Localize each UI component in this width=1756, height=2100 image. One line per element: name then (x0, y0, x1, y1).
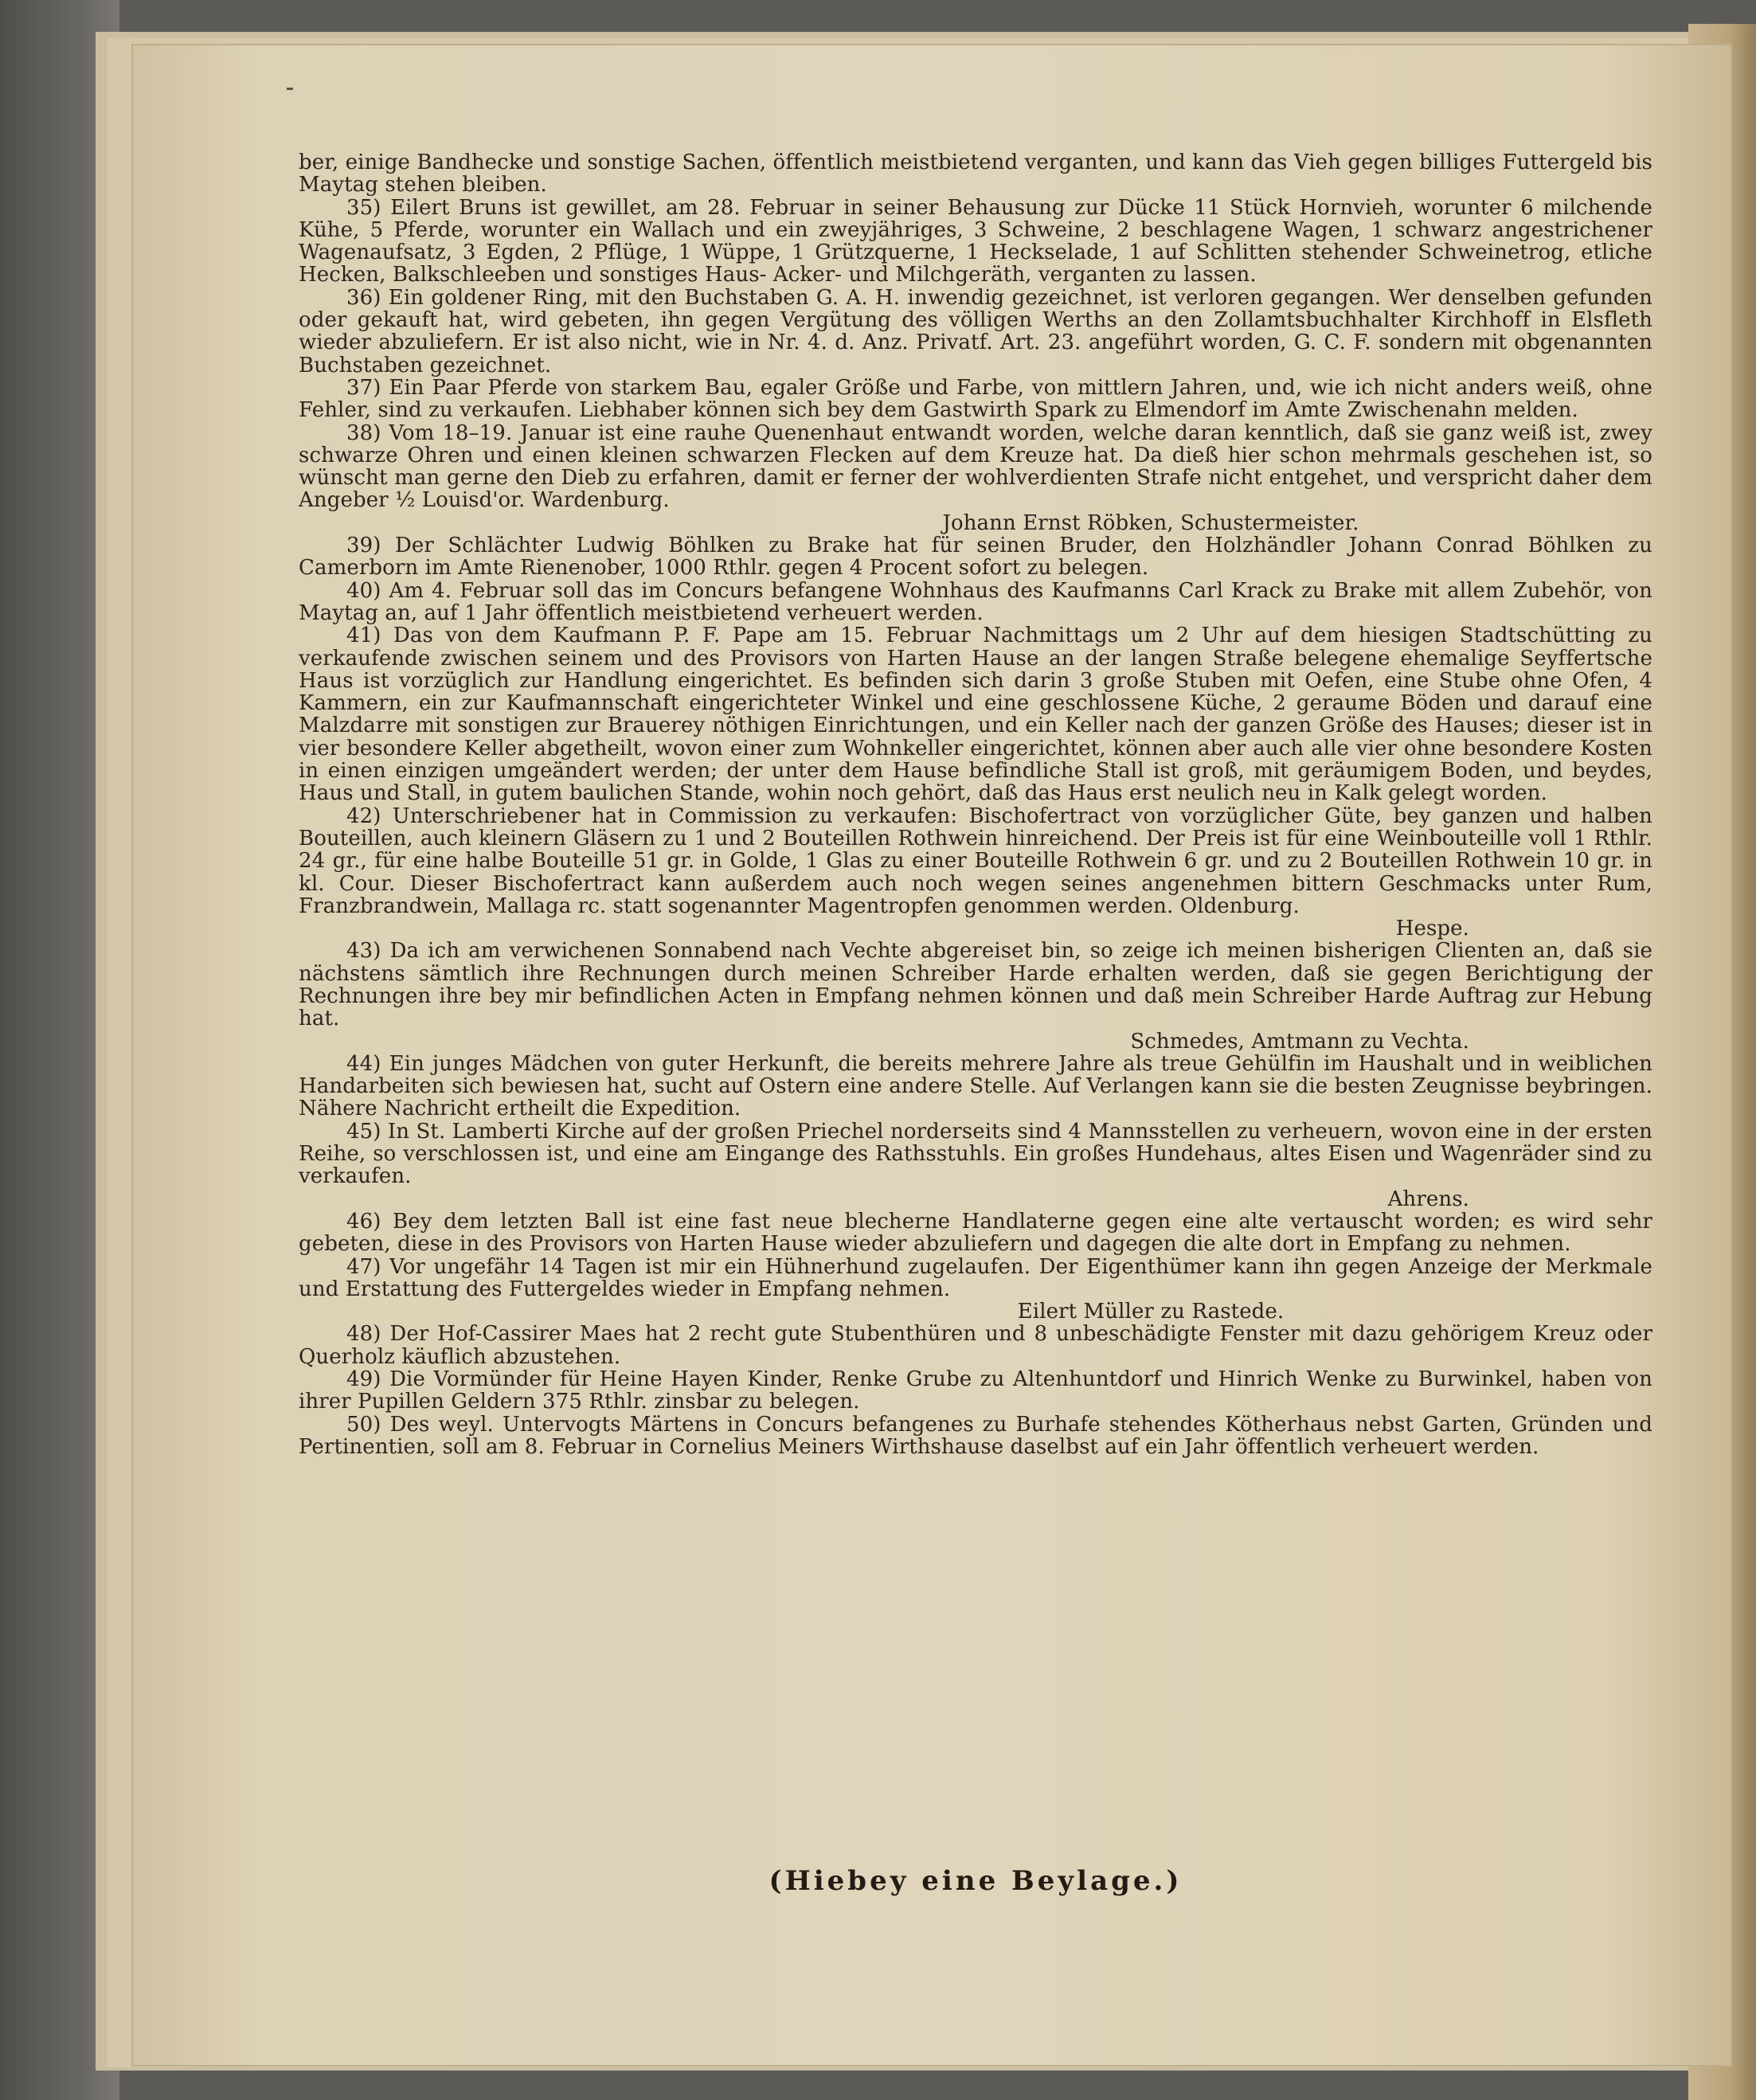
notice-40: 40) Am 4. Februar soll das im Concurs befangene Wohnhaus des Kaufmanns Carl Krack zu Brake mit allem Zubehör, von Maytag an, auf 1 Jahr öffentlich meistbietend verheuert werden. (299, 578, 1652, 625)
notices-column (299, 151, 1652, 1863)
pencil-mark (287, 88, 293, 90)
notice-50: 50) Des weyl. Untervogts Märtens in Concurs befangenes zu Burhafe stehendes Kötherhaus nebst Garten, Gründen und Pertinentien, soll am 8. Februar in Cornelius Meiners Wirthshause daselbst auf ein Jahr öffentlich verheuert werden. (299, 1412, 1652, 1459)
notice-44: 44) Ein junges Mädchen von guter Herkunft, die bereits mehrere Jahre als treue Gehülfin im Haushalt und in weiblichen Handarbeiten sich bewiesen hat, sucht auf Ostern eine andere Stelle. Auf Verlangen kann sie die besten Zeugnisse beybringen. Nähere Nachricht ertheilt die Expedition. (299, 1051, 1652, 1121)
notice-47: 47) Vor ungefähr 14 Tagen ist mir ein Hühnerhund zugelaufen. Der Eigenthümer kann ihn gegen Anzeige der Merkmale und Erstattung des Futtergeldes wieder in Empfang nehmen. (299, 1254, 1652, 1301)
notice-36: 36) Ein goldener Ring, mit den Buchstaben G. A. H. inwendig gezeichnet, ist verloren gegangen. Wer denselben gefunden oder gekauft hat, wird gebeten, ihn gegen Vergütung des völligen Werths an den Zollamtsbuchhalter Kirchhoff in Elsfleth wieder abzuliefern. Er ist also nicht, wie in Nr. 4. d. Anz. Privatf. Art. 23. angeführt worden, G. C. F. sondern mit obgenannten Buchstaben gezeichnet. (299, 285, 1652, 377)
notice-49: 49) Die Vormünder für Heine Hayen Kinder, Renke Grube zu Altenhuntdorf und Hinrich Wenke zu Burwinkel, haben von ihrer Pupillen Geldern 375 Rthlr. zinsbar zu belegen. (299, 1367, 1652, 1414)
notice-47-signature: Eilert Müller zu Rastede. (1017, 1300, 1285, 1324)
notice-38: 38) Vom 18–19. Januar ist eine rauhe Quenenhaut entwandt worden, welche daran kenntlich, daß sie ganz weiß ist, zwey schwarze Ohren und einen kleinen schwarzen Flecken auf dem Kreuze hat. Da dieß hier schon mehrmals geschehen ist, so wünscht man gerne den Dieb zu erfahren, damit er ferner der wohlverdienten Strafe nicht entgehet, und verspricht daher dem Angeber ½ Louisd'or. Wardenburg. (299, 420, 1652, 513)
notice-45: 45) In St. Lamberti Kirche auf der großen Priechel norderseits sind 4 Mannsstellen zu verheuern, wovon eine in der ersten Reihe, so verschlossen ist, und eine am Eingange des Rathsstuhls. Ein großes Hundehaus, altes Eisen und Wagenräder sind zu verkaufen. (299, 1119, 1652, 1189)
notice-38-signature: Johann Ernst Röbken, Schustermeister. (942, 510, 1359, 535)
notice-42-signature: Hespe. (1395, 917, 1469, 941)
notice-37: 37) Ein Paar Pferde von starkem Bau, egaler Größe und Farbe, von mittlern Jahren, und, wie ich nicht anders weiß, ohne Fehler, sind zu verkaufen. Liebhaber können sich bey dem Gastwirth Spark zu Elmendorf im Amte Zwischenahn melden. (299, 375, 1652, 423)
supplement-note: (Hiebey eine Beylage.) (768, 1865, 1183, 1897)
notice-34-continued: ber, einige Bandhecke und sonstige Sachen, öffentlich meistbietend verganten, und kann das Vieh gegen billiges Futtergeld bis Maytag stehen bleiben. (299, 151, 1652, 197)
notice-43: 43) Da ich am verwichenen Sonnabend nach Vechte abgereiset bin, so zeige ich meinen bisherigen Clienten an, daß sie nächstens sämtlich ihre Rechnungen durch meinen Schreiber Harde erhalten werden, daß sie gegen Berichtigung der Rechnungen ihre bey mir befindlichen Acten in Empfang nehmen können und daß mein Schreiber Harde Auftrag zur Hebung hat. (299, 939, 1652, 1031)
notice-41: 41) Das von dem Kaufmann P. F. Pape am 15. Februar Nachmittags um 2 Uhr auf dem hiesigen Stadtschütting zu verkaufende zwischen seinem und des Provisors von Harten Hause an der langen Straße belegene ehemalige Seyffertsche Haus ist vorzüglich zur Handlung eingerichtet. Es befinden sich darin 3 große Stuben mit Oefen, eine Stube ohne Ofen, 4 Kammern, ein zur Kaufmannschaft eingerichteter Winkel und eine geschlossene Küche, 2 geraume Böden und darauf eine Malzdarre mit sonstigen zur Brauerey nöthigen Einrichtungen, und ein Keller nach der ganzen Größe des Hauses; dieser ist in vier besondere Keller abgetheilt, wovon einer zum Wohnkeller eingerichtet, können aber auch alle vier ohne besondere Kosten in einen einzigen umgeändert werden; der unter dem Hause befindliche Stall ist groß, mit geräumigem Boden, und beydes, Haus und Stall, in gutem baulichen Stande, wohin noch gehört, daß das Haus erst neulich neu in Kalk gelegt worden. (299, 624, 1652, 806)
notice-35: 35) Eilert Bruns ist gewillet, am 28. Februar in seiner Behausung zur Dücke 11 Stück Hornvieh, worunter 6 milchende Kühe, 5 Pferde, worunter ein Wallach und ein zweyjähriges, 3 Schweine, 2 beschlagene Wagen, 1 schwarz angestrichener Wagenaufsatz, 3 Egden, 2 Pflüge, 1 Wüppe, 1 Grützquerne, 1 Heckselade, 1 auf Schlitten stehender Schweinetrog, etliche Hecken, Balkschleeben und sonstiges Haus- Acker- und Milchgeräth, verganten zu lassen. (299, 195, 1652, 287)
notice-45-signature: Ahrens. (1387, 1187, 1469, 1211)
notice-42: 42) Unterschriebener hat in Commission zu verkaufen: Bischofertract von vorzüglicher Güte, bey ganzen und halben Bouteillen, auch kleinern Gläsern zu 1 und 2 Bouteillen Rothwein hinreichend. Der Preis ist für eine Weinbouteille voll 1 Rthlr. 24 gr., für eine halbe Bouteille 51 gr. in Golde, 1 Glas zu einer Bouteille Rothwein 6 gr. und zu 2 Bouteillen Rothwein 10 gr. in kl. Cour. Dieser Bischofertract kann außerdem auch noch wegen seines angenehmen bittern Geschmacks unter Rum, Franzbrandwein, Mallaga rc. statt sogenannter Magentropfen genommen werden. Oldenburg. (299, 804, 1652, 918)
notice-43-signature: Schmedes, Amtmann zu Vechta. (1130, 1029, 1469, 1054)
notice-48: 48) Der Hof-Cassirer Maes hat 2 recht gute Stubenthüren und 8 unbeschädigte Fenster mit dazu gehörigem Kreuz oder Querholz käuflich abzustehen. (299, 1322, 1652, 1369)
notice-46: 46) Bey dem letzten Ball ist eine fast neue blecherne Handlaterne gegen eine alte vertauscht worden; es wird sehr gebeten, diese in des Provisors von Harten Hause wieder abzuliefern und dagegen die alte dort in Empfang zu nehmen. (299, 1209, 1652, 1257)
notice-39: 39) Der Schlächter Ludwig Böhlken zu Brake hat für seinen Bruder, den Holzhändler Johann Conrad Böhlken zu Camerborn im Amte Rienenober, 1000 Rthlr. gegen 4 Procent sofort zu belegen. (299, 534, 1652, 581)
